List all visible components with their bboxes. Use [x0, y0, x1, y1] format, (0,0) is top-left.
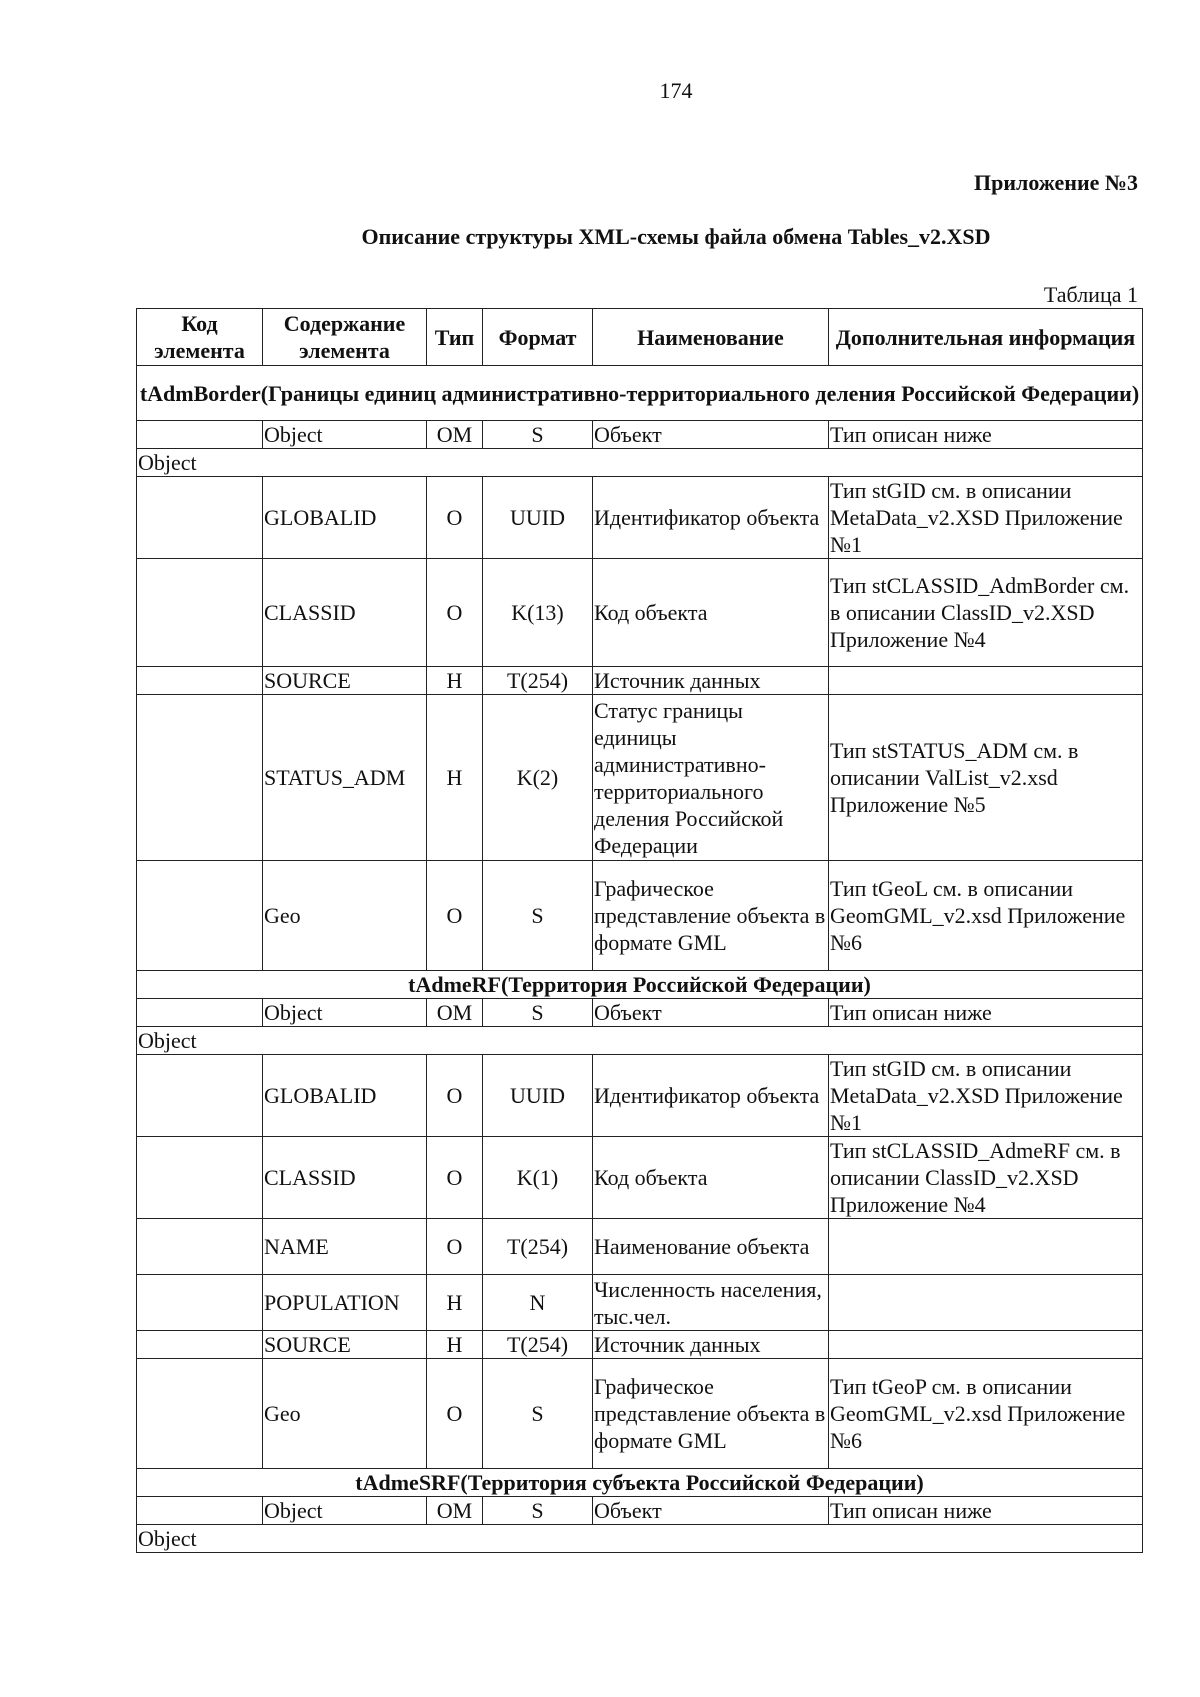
table-row [137, 1275, 1143, 1331]
info-cell: Тип stGID см. в описании MetaData_v2.XSD Приложение №1 [829, 1055, 1143, 1137]
table-row [137, 1055, 1143, 1137]
format-cell: K(1) [483, 1137, 593, 1219]
table-row [137, 1219, 1143, 1275]
header-format: Формат [483, 309, 593, 366]
content-cell: Object [263, 1497, 427, 1525]
format-cell: S [483, 999, 593, 1027]
type-cell: O [427, 1359, 483, 1469]
format-cell: N [483, 1275, 593, 1331]
content-cell: Object [263, 421, 427, 449]
type-cell: O [427, 1219, 483, 1275]
type-cell: O [427, 559, 483, 667]
table-header-row [137, 309, 1143, 366]
object-label: Object [137, 1525, 1143, 1553]
name-cell: Источник данных [593, 667, 829, 695]
format-cell: UUID [483, 477, 593, 559]
type-cell: O [427, 477, 483, 559]
format-cell: S [483, 861, 593, 971]
info-cell: Тип описан ниже [829, 999, 1143, 1027]
section-title-row [137, 366, 1143, 421]
code-cell [137, 477, 263, 559]
section-title-row [137, 971, 1143, 999]
name-cell: Код объекта [593, 559, 829, 667]
section-title: tAdmBorder(Границы единиц административно-территориального деления Российской Федерации) [137, 366, 1143, 421]
info-cell: Тип stCLASSID_AdmeRF см. в описании ClassID_v2.XSD Приложение №4 [829, 1137, 1143, 1219]
object-row [137, 421, 1143, 449]
info-cell: Тип tGeoP см. в описании GeomGML_v2.xsd Приложение №6 [829, 1359, 1143, 1469]
name-cell: Код объекта [593, 1137, 829, 1219]
type-cell: OM [427, 999, 483, 1027]
content-cell: SOURCE [263, 1331, 427, 1359]
type-cell: O [427, 861, 483, 971]
code-cell [137, 1497, 263, 1525]
code-cell [137, 1331, 263, 1359]
code-cell [137, 695, 263, 861]
info-cell: Тип stSTATUS_ADM см. в описании ValList_v2.xsd Приложение №5 [829, 695, 1143, 861]
table-row [137, 1331, 1143, 1359]
appendix-label: Приложение №3 [974, 170, 1138, 195]
name-cell: Численность населения, тыс.чел. [593, 1275, 829, 1331]
table-row [137, 667, 1143, 695]
type-cell: O [427, 1055, 483, 1137]
type-cell: H [427, 1275, 483, 1331]
name-cell: Объект [593, 421, 829, 449]
name-cell: Графическое представление объекта в формате GML [593, 861, 829, 971]
object-row [137, 999, 1143, 1027]
content-cell: STATUS_ADM [263, 695, 427, 861]
format-cell: UUID [483, 1055, 593, 1137]
info-cell: Тип stCLASSID_AdmBorder см. в описании ClassID_v2.XSD Приложение №4 [829, 559, 1143, 667]
code-cell [137, 1219, 263, 1275]
table-row [137, 1359, 1143, 1469]
code-cell [137, 999, 263, 1027]
info-cell [829, 1331, 1143, 1359]
name-cell: Объект [593, 1497, 829, 1525]
header-info: Дополнительная информация [829, 309, 1143, 366]
code-cell [137, 559, 263, 667]
info-cell: Тип tGeoL см. в описании GeomGML_v2.xsd Приложение №6 [829, 861, 1143, 971]
object-label: Object [137, 1027, 1143, 1055]
table-caption: Таблица 1 [1043, 282, 1138, 307]
code-cell [137, 421, 263, 449]
table-row [137, 695, 1143, 861]
header-name: Наименование [593, 309, 829, 366]
section-title: tAdmeRF(Территория Российской Федерации) [137, 971, 1143, 999]
object-label-row [137, 449, 1143, 477]
name-cell: Наименование объекта [593, 1219, 829, 1275]
content-cell: CLASSID [263, 559, 427, 667]
content-cell: Geo [263, 1359, 427, 1469]
name-cell: Графическое представление объекта в формате GML [593, 1359, 829, 1469]
info-cell: Тип описан ниже [829, 1497, 1143, 1525]
code-cell [137, 1359, 263, 1469]
code-cell [137, 1055, 263, 1137]
format-cell: K(13) [483, 559, 593, 667]
info-cell [829, 1275, 1143, 1331]
code-cell [137, 861, 263, 971]
name-cell: Идентификатор объекта [593, 1055, 829, 1137]
page-number: 174 [659, 78, 693, 103]
header-content: Содержание элемента [263, 309, 427, 366]
content-cell: CLASSID [263, 1137, 427, 1219]
section-title: tAdmeSRF(Территория субъекта Российской Федерации) [137, 1469, 1143, 1497]
header-code: Код элемента [137, 309, 263, 366]
name-cell: Статус границы единицы административно-территориального деления Российской Федерации [593, 695, 829, 861]
name-cell: Источник данных [593, 1331, 829, 1359]
format-cell: T(254) [483, 667, 593, 695]
format-cell: T(254) [483, 1219, 593, 1275]
info-cell: Тип stGID см. в описании MetaData_v2.XSD Приложение №1 [829, 477, 1143, 559]
info-cell [829, 667, 1143, 695]
content-cell: Geo [263, 861, 427, 971]
format-cell: S [483, 1497, 593, 1525]
object-label-row [137, 1525, 1143, 1553]
type-cell: O [427, 1137, 483, 1219]
code-cell [137, 1275, 263, 1331]
name-cell: Идентификатор объекта [593, 477, 829, 559]
type-cell: OM [427, 1497, 483, 1525]
content-cell: GLOBALID [263, 1055, 427, 1137]
section-title-row [137, 1469, 1143, 1497]
table-row [137, 559, 1143, 667]
object-label: Object [137, 449, 1143, 477]
content-cell: NAME [263, 1219, 427, 1275]
type-cell: H [427, 1331, 483, 1359]
info-cell: Тип описан ниже [829, 421, 1143, 449]
table-row [137, 861, 1143, 971]
object-row [137, 1497, 1143, 1525]
type-cell: H [427, 695, 483, 861]
info-cell [829, 1219, 1143, 1275]
format-cell: T(254) [483, 1331, 593, 1359]
code-cell [137, 667, 263, 695]
table-row [137, 1137, 1143, 1219]
header-type: Тип [427, 309, 483, 366]
name-cell: Объект [593, 999, 829, 1027]
content-cell: POPULATION [263, 1275, 427, 1331]
format-cell: S [483, 421, 593, 449]
format-cell: K(2) [483, 695, 593, 861]
format-cell: S [483, 1359, 593, 1469]
type-cell: OM [427, 421, 483, 449]
document-title: Описание структуры XML-схемы файла обмена Tables_v2.XSD [361, 224, 991, 249]
content-cell: GLOBALID [263, 477, 427, 559]
schema-table [136, 308, 1143, 1553]
object-label-row [137, 1027, 1143, 1055]
table-row [137, 477, 1143, 559]
content-cell: Object [263, 999, 427, 1027]
code-cell [137, 1137, 263, 1219]
type-cell: H [427, 667, 483, 695]
content-cell: SOURCE [263, 667, 427, 695]
